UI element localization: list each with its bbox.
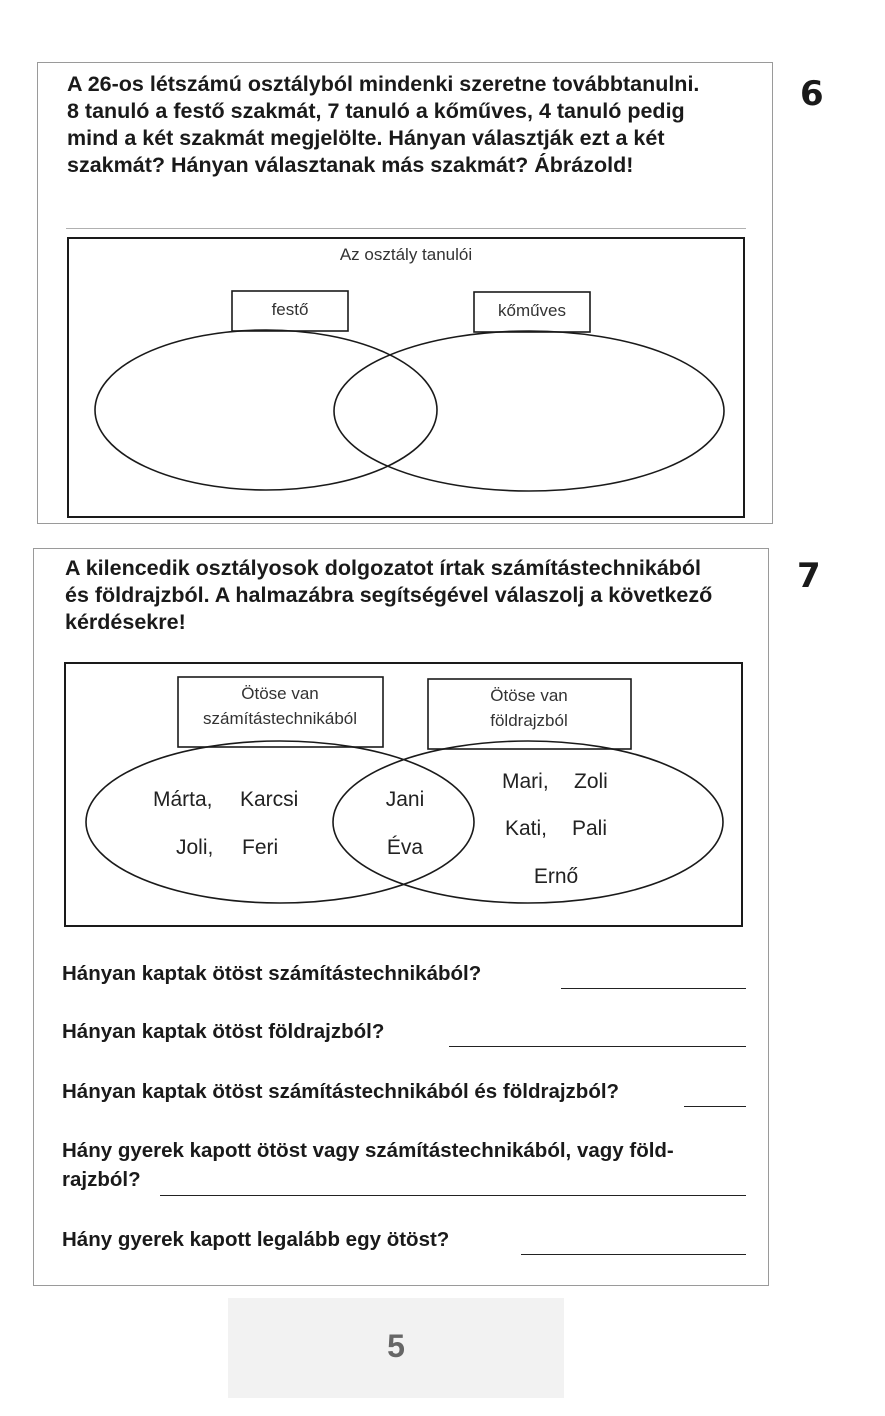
name-jani: Jani [385, 788, 425, 811]
name-mari: Mari, [502, 770, 549, 793]
set-label-szamitastechnika-line: Ötöse van [241, 684, 319, 703]
name-marta: Márta, [153, 788, 213, 811]
name-feri: Feri [242, 836, 279, 859]
set-label-foldrajz-line: Ötöse van [490, 686, 568, 705]
name-erno: Ernő [533, 865, 579, 888]
set-ellipse-szamitastechnika [86, 741, 474, 903]
set-label-festo: festő [271, 300, 309, 319]
task-7-line: A kilencedik osztályosok dolgozatot írtak számítástechnikából [65, 556, 702, 580]
question-4-line-1: Hány gyerek kapott ötöst vagy számítástechnikából, vagy föld- [62, 1139, 674, 1162]
task-6-number: 6 [800, 74, 824, 114]
question-5: Hány gyerek kapott legalább egy ötöst? [62, 1228, 450, 1251]
question-2: Hányan kaptak ötöst földrajzból? [62, 1020, 385, 1043]
answer-blank-5[interactable] [521, 1232, 746, 1255]
task-7-line: kérdésekre! [65, 610, 186, 634]
task-6-line: szakmát? Hányan választanak más szakmát? Ábrázold! [67, 153, 634, 177]
question-3: Hányan kaptak ötöst számítástechnikából és földrajzból? [62, 1080, 620, 1103]
task-7-line: és földrajzból. A halmazábra segítségével válaszolj a következő [65, 583, 713, 607]
name-zoli: Zoli [574, 770, 608, 793]
answer-blank-1[interactable] [561, 966, 746, 989]
name-pali: Pali [572, 817, 608, 840]
name-joli: Joli, [176, 836, 214, 859]
name-kati: Kati, [505, 817, 548, 840]
task-6-line: A 26-os létszámú osztályból mindenki szeretne továbbtanulni. [67, 72, 700, 96]
task-6-line: mind a két szakmát megjelölte. Hányan választják ezt a két [67, 126, 665, 150]
page-number: 5 [387, 1328, 405, 1364]
page-number-area [228, 1298, 564, 1398]
name-eva: Éva [386, 836, 424, 859]
answer-blank-3[interactable] [684, 1084, 746, 1107]
answer-blank-2[interactable] [449, 1024, 746, 1047]
task-6-line: 8 tanuló a festő szakmát, 7 tanuló a kőműves, 4 tanuló pedig [67, 99, 685, 123]
set-label-komuves: kőműves [497, 301, 567, 320]
set-label-foldrajz-line: földrajzból [490, 711, 568, 730]
question-4-line-2: rajzból? [62, 1168, 141, 1191]
name-karcsi: Karcsi [240, 788, 299, 811]
question-1: Hányan kaptak ötöst számítástechnikából? [62, 962, 482, 985]
task-7-number: 7 [797, 556, 821, 596]
universe-label: Az osztály tanulói [339, 245, 473, 264]
set-label-szamitastechnika-line: számítástechnikából [202, 709, 358, 728]
answer-blank-4[interactable] [160, 1173, 746, 1196]
